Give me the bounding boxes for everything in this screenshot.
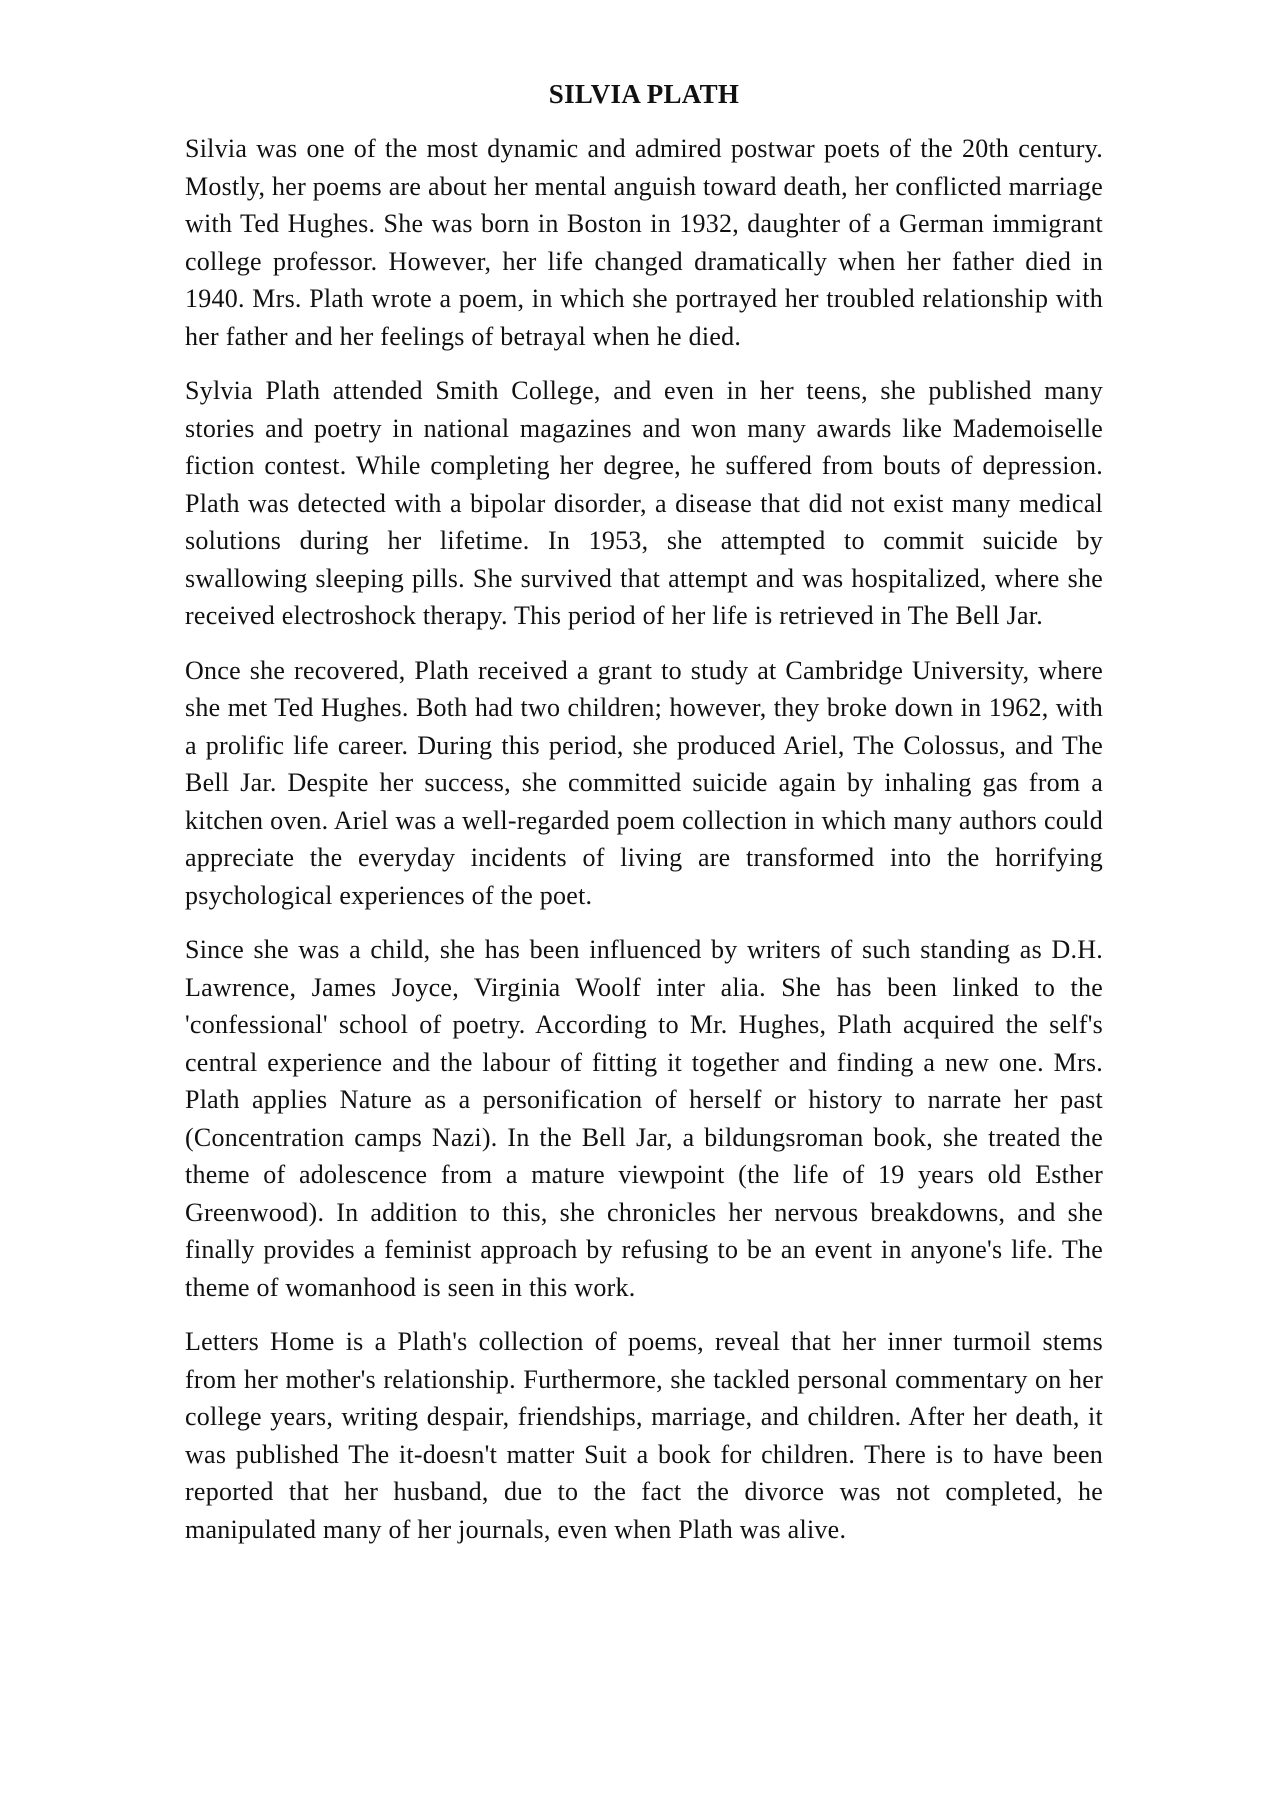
paragraph-cambridge-career: Once she recovered, Plath received a grant to study at Cambridge University, where she met Ted Hughes. Both had two children; however, they broke down in 1962, with a prolific life career. During this period, she produced Ariel, The Colossus, and The Bell Jar. Despite her success, she committed suicide again by inhaling gas from a kitchen oven. Ariel was a well-regarded poem collection in which many authors could appreciate the everyday incidents of living are transformed into the horrifying psychological experiences of the poet. [185,655,1103,910]
paragraph-influences-themes: Since she was a child, she has been influenced by writers of such standing as D.H. Lawrence, James Joyce, Virginia Woolf inter alia. She has been linked to the 'confessional' school of poetry. According to Mr. Hughes, Plath acquired the self's central experience and the labour of fitting it together and finding a new one. Mrs. Plath applies Nature as a personification of herself or history to narrate her past (Concentration camps Nazi). In the Bell Jar, a bildungsroman book, she treated the theme of adolescence from a mature viewpoint (the life of 19 years old Esther Greenwood). In addition to this, she chronicles her nervous breakdowns, and she finally provides a feminist approach by refusing to be an event in anyone's life. The theme of womanhood is seen in this work. [185,935,1103,1302]
paragraph-letters-home: Letters Home is a Plath's collection of poems, reveal that her inner turmoil stems from her mother's relationship. Furthermore, she tackled personal commentary on her college years, writing despair, friendships, marriage, and children. After her death, it was published The it-doesn't matter Suit a book for children. There is to have been reported that her husband, due to the fact the divorce was not completed, he manipulated many of her journals, even when Plath was alive. [185,1327,1103,1544]
document-page [185,78,1103,1565]
paragraph-early-life: Silvia was one of the most dynamic and admired postwar poets of the 20th century. Mostly, her poems are about her mental anguish toward death, her conflicted marriage with Ted Hughes. She was born in Boston in 1932, daughter of a German immigrant college professor. However, her life changed dramatically when her father died in 1940. Mrs. Plath wrote a poem, in which she portrayed her troubled relationship with her father and her feelings of betrayal when he died. [185,134,1103,351]
paragraph-college-depression: Sylvia Plath attended Smith College, and even in her teens, she published many stories and poetry in national magazines and won many awards like Mademoiselle fiction contest. While completing her degree, he suffered from bouts of depression. Plath was detected with a bipolar disorder, a disease that did not exist many medical solutions during her lifetime. In 1953, she attempted to commit suicide by swallowing sleeping pills. She survived that attempt and was hospitalized, where she received electroshock therapy. This period of her life is retrieved in The Bell Jar. [185,376,1103,630]
document-title: SILVIA PLATH [548,79,740,109]
